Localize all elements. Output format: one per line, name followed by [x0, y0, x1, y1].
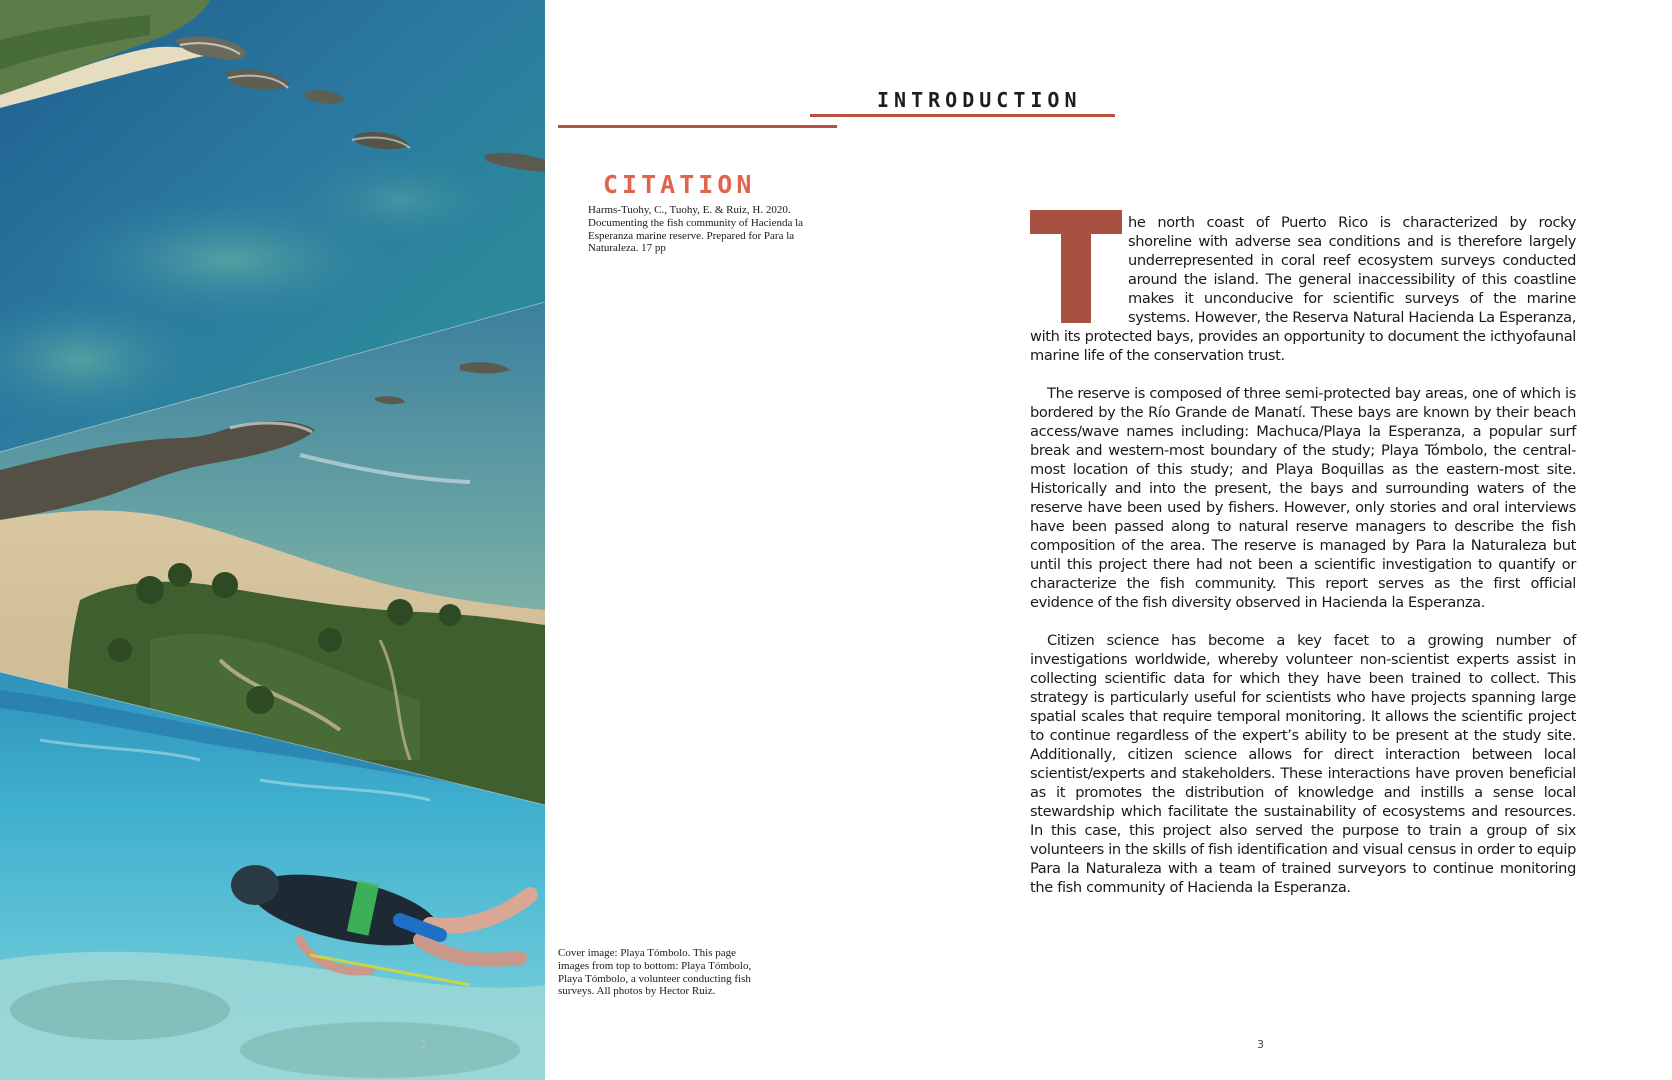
drop-cap-letter: [1030, 210, 1122, 323]
page-number-right: 3: [1257, 1038, 1264, 1051]
photo-collage: [0, 0, 545, 1080]
page-number-left: 2: [420, 1038, 427, 1051]
paragraph-1-text: he north coast of Puerto Rico is characterized by rocky shoreline with adverse sea conditions and is therefore largely underrepresented in coral reef ecosystem surveys conducted around the island. The general inaccessibility of this coastline makes it unconducive for scientific surveys of the marine systems. However, the Reserva Natural Hacienda La Esperanza, with its protected bays, provides an opportunity to document the icthyofaunal marine life of the conservation trust.: [1030, 214, 1576, 364]
section-heading: INTRODUCTION: [877, 88, 1082, 112]
citation-text: Harms-Tuohy, C., Tuohy, E. & Ruiz, H. 2020. Documenting the fish community of Hacienda la Esperanza marine reserve. Prepared for Para la Naturaleza. 17 pp: [588, 204, 804, 255]
introduction-body: [1030, 213, 1576, 916]
paragraph-3: Citizen science has become a key facet to a growing number of investigations worldwide, whereby volunteer non-scientist experts assist in collecting scientific data for which they have been trained to collect. This strategy is particularly useful for scientists who have projects spanning large spatial scales that require temporal monitoring. It allows the scientific project to continue regardless of the expert’s ability to be present at the study site. Additionally, citizen science allows for direct interaction between local scientist/experts and stakeholders. These interactions have proven beneficial as it promotes the distribution of knowledge and instills a sense local stewardship which facilitate the sustainability of ecosystems and resources. In this case, this project also served the purpose to train a group of six volunteers in the skills of fish identification and visual census in order to equip Para la Naturaleza with a team of trained surveyors to continue monitoring the fish community of Hacienda la Esperanza.: [1030, 632, 1576, 896]
collage-photos: [0, 0, 545, 1080]
photo-caption: Cover image: Playa Tómbolo. This page images from top to bottom: Playa Tómbolo, Playa Tómbolo, a volunteer conducting fish surveys. All photos by Hector Ruiz.: [558, 947, 752, 998]
heading-rule-offset: [558, 125, 837, 128]
paragraph-2: The reserve is composed of three semi-protected bay areas, one of which is bordered by the Río Grande de Manatí. These bays are known by their beach access/wave names including: Machuca/Playa la Esperanza, a popular surf break and western-most boundary of the study; Playa Tómbolo, the central-most location of this study; and Playa Boquillas as the eastern-most site. Historically and into the present, the bays and surrounding waters of the reserve have been used by fishers. However, only stories and oral interviews have been passed along to natural reserve managers to describe the fish composition of the area. The reserve is managed by Para la Naturaleza but until this project there had not been a scientific investigation to quantify or characterize the fish community. This report serves as the first official evidence of the fish diversity observed in Hacienda la Esperanza.: [1030, 385, 1577, 611]
heading-rule: [810, 114, 1115, 117]
paragraph-1: [1030, 213, 1576, 365]
citation-title: CITATION: [603, 170, 756, 199]
